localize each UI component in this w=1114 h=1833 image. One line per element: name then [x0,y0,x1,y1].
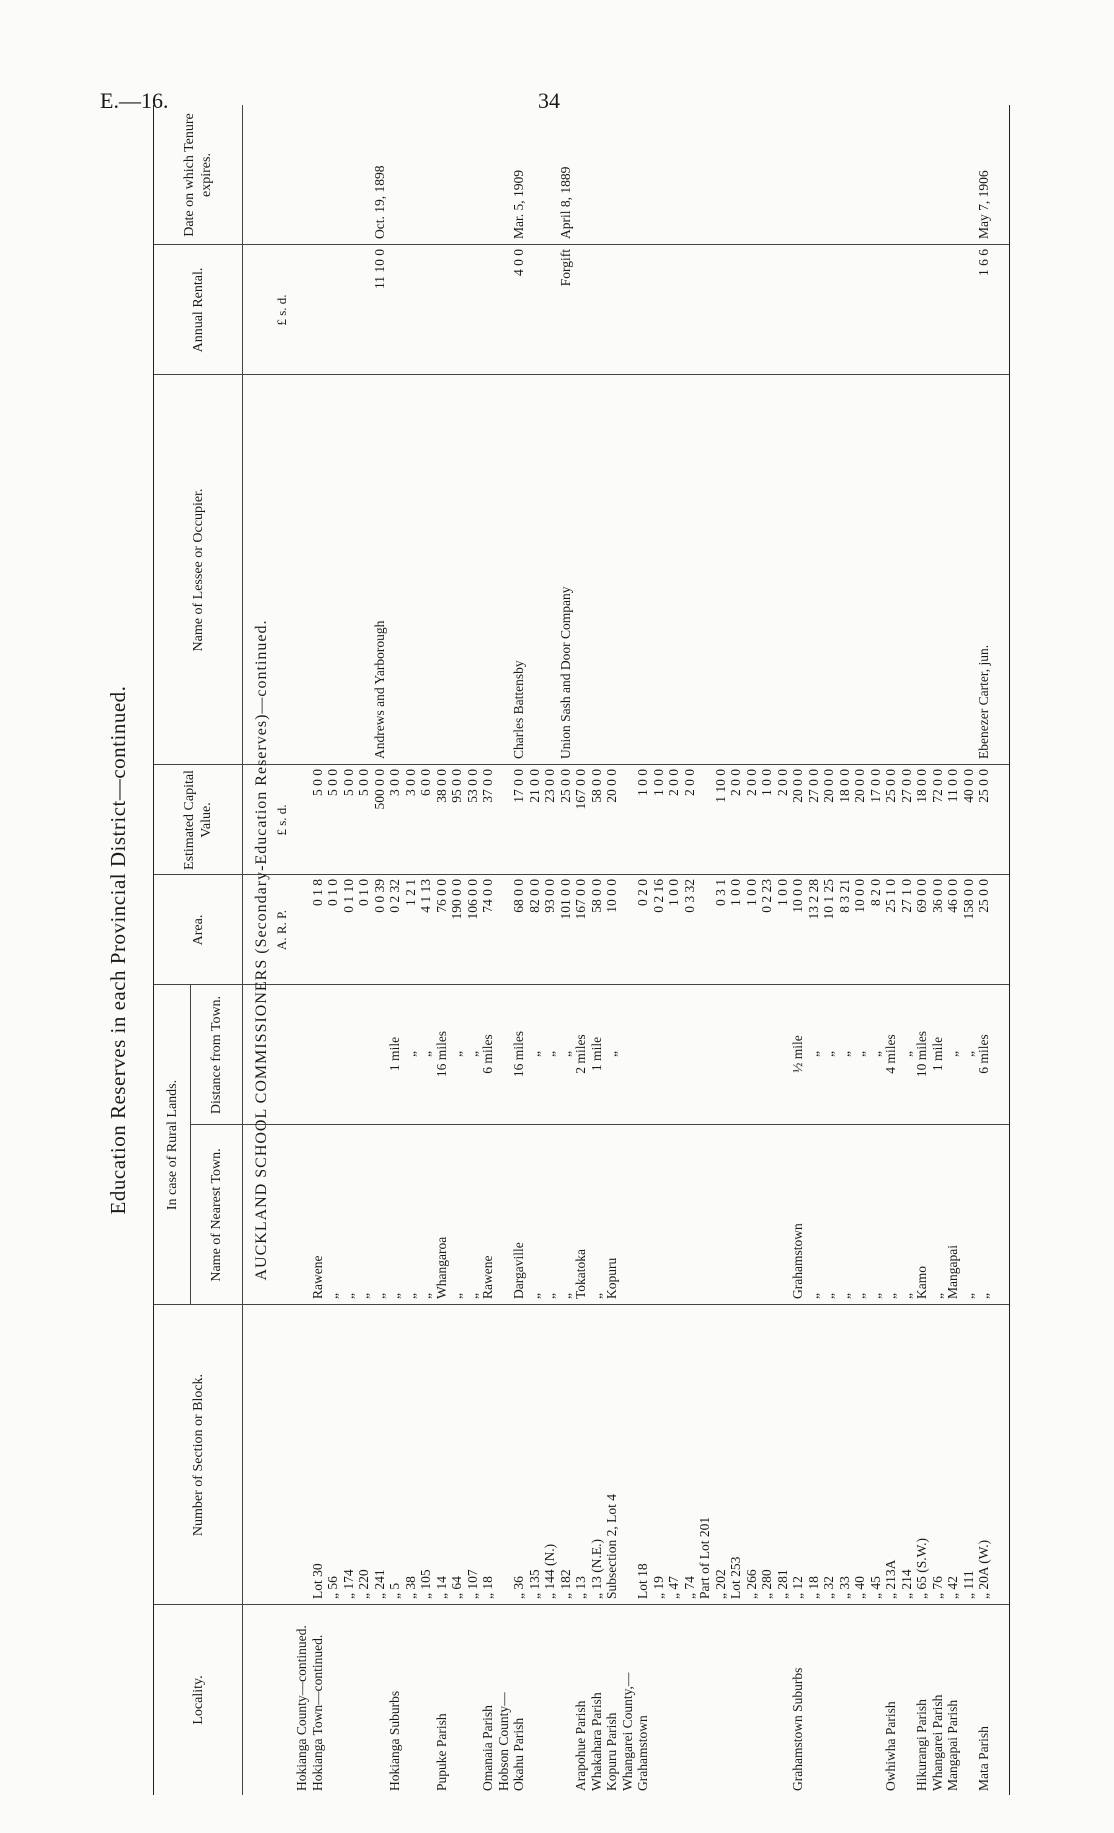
cell-area: 76 0 0 [433,879,449,913]
cell-cap: 25 0 0 [883,769,898,803]
cell-town: „ [356,1293,371,1299]
area-units: A. R. P. [274,909,289,951]
cell-cap: 5 0 0 [325,769,340,796]
cell-area: 8 2 0 [867,879,883,906]
capital-units: £ s. d. [274,804,289,836]
page-number: 34 [538,88,560,113]
cell-area: 0 3 1 [712,879,728,906]
cell-cap: 25 0 0 [976,769,991,803]
cell-dist: 4 miles [883,1034,898,1074]
cell-cap: 27 0 0 [898,769,914,803]
cell-town: Mangapai [945,1245,960,1299]
cell-dist: „ [836,1051,852,1057]
cell-town: „ [542,1293,557,1299]
cell-loc: Whakahara Parish [588,1692,604,1791]
cell-sec: „ 65 (S.W.) [914,1538,929,1599]
cell-cap: 18 0 0 [836,769,852,803]
cell-town: „ [852,1293,867,1299]
cell-area: 0 1 10 [340,879,356,913]
cell-area: 13 2 28 [805,879,821,920]
cell-town: „ [976,1293,991,1299]
header-locality: Locality. [190,1675,206,1725]
cell-sec: „ 18 [480,1576,495,1599]
rotated-page [103,105,1013,1795]
cell-area: 25 0 0 [976,879,991,913]
cell-sec: „ 13 (N.E.) [588,1539,604,1599]
cell-sec: „ 105 [418,1569,433,1599]
section-heading: AUCKLAND SCHOOL COMMISSIONERS (Secondary-Education Reserves)—continued. [253,619,270,1281]
cell-cap: 17 0 0 [511,769,526,803]
cell-dist: „ [604,1051,619,1057]
rental-units: £ s. d. [274,294,289,326]
cell-loc: Mata Parish [976,1726,991,1791]
cell-area: 69 0 0 [914,879,929,913]
reserves-table [153,105,1010,1795]
cell-sec: „ 5 [387,1582,402,1599]
cell-cap: 17 0 0 [867,769,883,803]
cell-dist: 2 miles [573,1034,588,1074]
cell-dist: „ [526,1051,542,1057]
cell-dist: „ [945,1051,960,1057]
cell-rent: Forgift [557,249,573,287]
cell-sec: „ 20A (W.) [976,1539,991,1599]
cell-lessee: Andrews and Yarborough [371,620,387,759]
cell-town: „ [588,1293,604,1299]
cell-town: „ [821,1293,836,1299]
col-rule [190,1124,1009,1125]
cell-area: 1 0 0 [743,879,759,906]
cell-town: „ [371,1293,387,1299]
cell-cap: 167 0 0 [573,769,588,810]
cell-sec: Lot 30 [309,1563,325,1599]
cell-area: 58 0 0 [588,879,604,913]
cell-dist: „ [464,1051,480,1057]
cell-rent: 11 10 0 [371,249,387,289]
cell-cap: 25 0 0 [557,769,573,803]
cell-dist: 1 mile [588,1036,604,1072]
cell-area: 10 0 0 [852,879,867,913]
cell-rent: 4 0 0 [511,249,526,276]
cell-sec: „ 266 [743,1569,759,1599]
cell-town: „ [898,1293,914,1299]
cell-sec: Lot 18 [635,1563,650,1599]
cell-cap: 2 0 0 [743,769,759,796]
cell-cap: 20 0 0 [852,769,867,803]
cell-town: „ [418,1293,433,1299]
cell-area: 1 0 0 [728,879,743,906]
cell-sec: „ 144 (N.) [542,1543,557,1599]
cell-exp: April 8, 1889 [557,166,573,239]
cell-dist: 1 mile [929,1036,945,1072]
cell-loc: Hobson County— [495,1692,511,1791]
cell-sec: „ 36 [511,1576,526,1599]
cell-town: „ [557,1293,573,1299]
cell-area: 1 2 1 [402,879,418,906]
cell-cap: 5 0 0 [309,769,325,796]
cell-sec: Part of Lot 201 [697,1516,712,1599]
cell-loc: Omanaia Parish [480,1705,495,1791]
cell-exp: Mar. 5, 1909 [511,170,526,239]
cell-town: Kamo [914,1266,929,1299]
cell-area: 0 0 39 [371,879,387,913]
cell-dist: 6 miles [480,1034,495,1074]
cell-sec: „ 214 [898,1569,914,1599]
cell-area: 0 1 0 [356,879,371,906]
cell-area: 0 1 0 [325,879,340,906]
cell-area: 0 3 32 [681,879,697,913]
cell-town: „ [867,1293,883,1299]
header-rental: Annual Rental. [190,267,206,353]
cell-cap: 500 0 0 [371,769,387,810]
cell-cap: 2 0 0 [728,769,743,796]
cell-cap: 23 0 0 [542,769,557,803]
cell-sec: „ 135 [526,1569,542,1599]
cell-cap: 40 0 0 [960,769,976,803]
cell-sec: „ 111 [960,1570,976,1599]
cell-dist: „ [418,1051,433,1057]
page-code: E.—16. [100,88,169,113]
cell-area: 82 0 0 [526,879,542,913]
cell-sec: „ 14 [433,1576,449,1599]
cell-cap: 2 0 0 [774,769,790,796]
cell-area: 36 0 0 [929,879,945,913]
cell-area: 1 0 0 [666,879,681,906]
cell-area: 10 1 25 [821,879,836,920]
cell-area: 8 3 21 [836,879,852,913]
cell-dist: „ [542,1051,557,1057]
header-town: Name of Nearest Town. [208,1148,224,1282]
cell-loc: Owhiwha Parish [883,1701,898,1791]
cell-town: Rawene [480,1255,495,1299]
cell-dist: „ [449,1051,464,1057]
cell-cap: 20 0 0 [790,769,805,803]
cell-area: 1 0 0 [774,879,790,906]
cell-cap: 1 0 0 [759,769,774,796]
cell-dist: 16 miles [511,1030,526,1078]
cell-area: 106 0 0 [464,879,480,920]
cell-town: „ [325,1293,340,1299]
cell-dist: 10 miles [914,1030,929,1078]
cell-area: 25 1 0 [883,879,898,913]
cell-cap: 95 0 0 [449,769,464,803]
header-rule [242,105,243,1795]
cell-sec: Subsection 2, Lot 4 [604,1494,619,1599]
cell-area: 0 2 23 [759,879,774,913]
cell-area: 68 0 0 [511,879,526,913]
cell-loc: Grahamstown [635,1715,650,1791]
cell-sec: „ 19 [650,1576,666,1599]
cell-sec: „ 76 [929,1576,945,1599]
cell-sec: „ 213A [883,1559,898,1599]
cell-sec: „ 38 [402,1576,418,1599]
cell-loc: Pupuke Parish [433,1713,449,1791]
cell-loc: Hikurangi Parish [914,1699,929,1791]
cell-town: „ [805,1293,821,1299]
cell-exp: May 7, 1906 [976,170,991,239]
page-title: Education Reserves in each Provincial District—continued. [106,685,130,1215]
cell-town: Grahamstown [790,1223,805,1299]
cell-loc: Arapohue Parish [573,1700,588,1791]
cell-cap: 18 0 0 [914,769,929,803]
cell-loc: Hokianga Town—continued. [309,1634,325,1791]
cell-dist: „ [852,1051,867,1057]
cell-area: 167 0 0 [573,879,588,920]
cell-loc: Hokianga County—continued. [294,1625,309,1791]
cell-rent: 1 6 6 [976,249,991,276]
cell-cap: 72 0 0 [929,769,945,803]
header-section: Number of Section or Block. [190,1373,206,1537]
cell-cap: 5 0 0 [356,769,371,796]
cell-sec: „ 241 [371,1569,387,1599]
cell-loc: Okahu Parish [511,1717,526,1791]
cell-area: 4 1 13 [418,879,433,913]
header-rural: In case of Rural Lands. [164,1079,180,1211]
cell-sec: „ 42 [945,1576,960,1599]
cell-loc: Whangarei Parish [929,1694,945,1791]
cell-sec: „ 182 [557,1569,573,1599]
cell-area: 0 2 0 [635,879,650,906]
col-rule [154,1304,1009,1305]
cell-sec: „ 40 [852,1576,867,1599]
cell-sec: „ 45 [867,1576,883,1599]
cell-dist: „ [960,1051,976,1057]
cell-dist: „ [898,1051,914,1057]
header-distance: Distance from Town. [208,995,224,1115]
cell-town: Kopuru [604,1257,619,1299]
cell-area: 190 0 0 [449,879,464,920]
cell-cap: 58 0 0 [588,769,604,803]
cell-loc: Mangapai Parish [945,1699,960,1791]
cell-cap: 27 0 0 [805,769,821,803]
cell-loc: Grahamstown Suburbs [790,1667,805,1791]
header-capital: Estimated Capital Value. [182,770,214,870]
cell-cap: 3 0 0 [402,769,418,796]
cell-town: „ [464,1293,480,1299]
cell-cap: 21 0 0 [526,769,542,803]
cell-area: 27 1 0 [898,879,914,913]
cell-sec: „ 47 [666,1576,681,1599]
cell-cap: 5 0 0 [340,769,356,796]
cell-cap: 2 0 0 [681,769,697,796]
cell-lessee: Union Sash and Door Company [557,586,573,759]
cell-cap: 11 0 0 [945,769,960,803]
cell-exp: Oct. 19, 1898 [371,165,387,239]
cell-sec: „ 107 [464,1569,480,1599]
cell-sec: „ 12 [790,1576,805,1599]
header-lessee: Name of Lessee or Occupier. [190,488,206,652]
cell-cap: 6 0 0 [418,769,433,796]
cell-sec: „ 281 [774,1569,790,1599]
cell-cap: 1 10 0 [712,769,728,803]
cell-dist: „ [557,1051,573,1057]
rural-rule [190,985,191,1305]
cell-dist: ½ mile [790,1035,805,1073]
cell-area: 0 2 16 [650,879,666,913]
cell-cap: 2 0 0 [666,769,681,796]
cell-area: 0 1 8 [309,879,325,906]
cell-loc: Kopuru Parish [604,1712,619,1791]
cell-loc: Whangarei County,— [619,1672,635,1791]
cell-area: 158 0 0 [960,879,976,920]
cell-dist: „ [867,1051,883,1057]
cell-lessee: Ebenezer Carter, jun. [976,644,991,759]
cell-area: 93 0 0 [542,879,557,913]
cell-sec: „ 56 [325,1576,340,1599]
cell-lessee: Charles Battensby [511,660,526,759]
cell-loc: Hokianga Suburbs [387,1690,402,1791]
cell-dist: 16 miles [433,1030,449,1078]
cell-town: „ [340,1293,356,1299]
cell-area: 10 0 0 [604,879,619,913]
cell-town: „ [387,1293,402,1299]
cell-sec: „ 174 [340,1569,356,1599]
cell-dist: 6 miles [976,1034,991,1074]
cell-dist: 1 mile [387,1036,402,1072]
cell-dist: „ [402,1051,418,1057]
cell-cap: 1 0 0 [635,769,650,796]
cell-cap: 37 0 0 [480,769,495,803]
cell-town: „ [526,1293,542,1299]
cell-sec: „ 220 [356,1569,371,1599]
cell-sec: „ 64 [449,1576,464,1599]
cell-area: 101 0 0 [557,879,573,920]
cell-cap: 20 0 0 [821,769,836,803]
cell-cap: 20 0 0 [604,769,619,803]
cell-sec: „ 13 [573,1576,588,1599]
cell-cap: 53 0 0 [464,769,480,803]
cell-area: 0 2 32 [387,879,402,913]
cell-dist: „ [805,1051,821,1057]
cell-town: „ [449,1293,464,1299]
cell-town: „ [836,1293,852,1299]
cell-cap: 38 0 0 [433,769,449,803]
cell-town: Tokatoka [573,1248,588,1299]
cell-town: „ [883,1293,898,1299]
cell-sec: „ 280 [759,1569,774,1599]
cell-sec: „ 32 [821,1576,836,1599]
cell-town: Dargaville [511,1242,526,1299]
cell-town: „ [960,1293,976,1299]
cell-area: 10 0 0 [790,879,805,913]
cell-area: 46 0 0 [945,879,960,913]
header-expires: Date on which Tenure expires. [182,113,214,237]
cell-cap: 1 0 0 [650,769,666,796]
header-area: Area. [190,914,206,946]
cell-sec: „ 18 [805,1576,821,1599]
cell-dist: „ [821,1051,836,1057]
cell-cap: 3 0 0 [387,769,402,796]
cell-town: „ [929,1293,945,1299]
cell-town: Rawene [309,1255,325,1299]
cell-sec: „ 74 [681,1576,697,1599]
cell-area: 74 0 0 [480,879,495,913]
cell-sec: „ 33 [836,1576,852,1599]
cell-town: Whangaroa [433,1236,449,1299]
cell-sec: Lot 253 [728,1556,743,1599]
cell-town: „ [402,1293,418,1299]
cell-sec: „ 202 [712,1569,728,1599]
